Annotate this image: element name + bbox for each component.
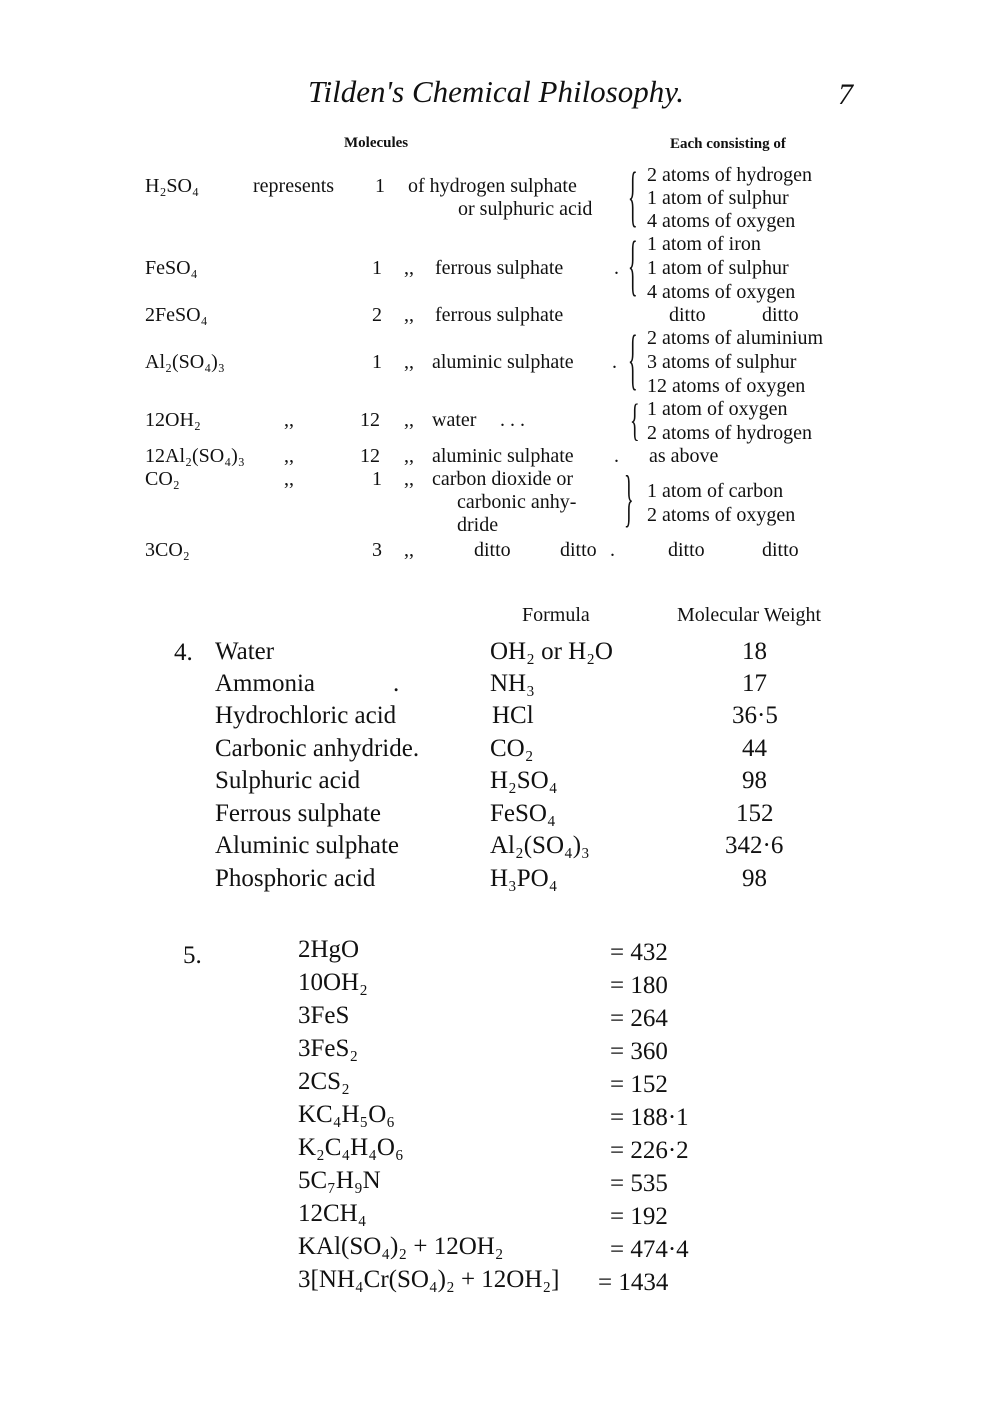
atom-part: 1 atom of sulphur [647, 257, 789, 279]
atom-part: 4 atoms of oxygen [647, 210, 796, 232]
compound-name: Ammonia [215, 670, 315, 697]
equation-value: = 188·1 [610, 1104, 689, 1131]
molecule-count: 1 [375, 175, 385, 197]
atom-part: ditto [762, 539, 799, 561]
col-formula-heading: Formula [522, 604, 590, 626]
ditto-mark: ,, [284, 468, 294, 490]
atom-part: 1 atom of oxygen [647, 398, 788, 420]
compound-formula: HCl [492, 702, 534, 729]
equation-formula: K₂C₄H₄O₆ [298, 1134, 404, 1161]
left-brace: { [628, 323, 638, 399]
compound-name: Water [215, 638, 275, 665]
molecule-count: 3 [372, 539, 382, 561]
compound-name: Carbonic anhydride. [215, 735, 420, 762]
ditto-mark: ,, [404, 539, 414, 561]
equation-formula: KC₄H₅O₆ [298, 1101, 395, 1128]
left-brace: { [628, 229, 638, 305]
compound-formula: OH₂ or H₂O [490, 638, 613, 665]
equation-value: = 432 [610, 939, 668, 966]
molecule-count: 12 [360, 409, 380, 431]
atom-part: 2 atoms of hydrogen [647, 422, 812, 444]
atom-part: 3 atoms of sulphur [647, 351, 797, 373]
molecular-weight: 98 [742, 865, 767, 892]
molecular-weight: 152 [736, 800, 774, 827]
atom-part: 12 atoms of oxygen [647, 375, 806, 397]
molecular-weight: 98 [742, 767, 767, 794]
molecule-name: ditto [560, 539, 597, 561]
compound-formula: H₂SO₄ [490, 767, 558, 794]
equation-formula: 2HgO [298, 936, 360, 963]
atom-part: 2 atoms of hydrogen [647, 164, 812, 186]
molecule-formula: 12Al₂(SO₄)₃ [145, 445, 245, 467]
atom-part: ditto [762, 304, 799, 326]
leader-dot: . [610, 539, 615, 561]
molecule-count: 12 [360, 445, 380, 467]
left-brace: { [628, 160, 638, 236]
leader-dot: . [614, 445, 619, 467]
right-brace: } [624, 464, 634, 536]
molecule-name: aluminic sulphate [432, 351, 574, 373]
equation-value: = 226·2 [610, 1137, 689, 1164]
equation-formula: 3[NH₄Cr(SO₄)₂ + 12OH₂] [298, 1266, 560, 1293]
ditto-mark: ,, [404, 468, 414, 490]
section-number: 5. [183, 942, 202, 969]
page-number: 7 [838, 78, 853, 111]
equation-formula: 10OH₂ [298, 969, 368, 996]
leader-dot: . [393, 670, 400, 697]
molecule-count: 1 [372, 351, 382, 373]
equation-formula: 5C₇H₉N [298, 1167, 381, 1194]
molecule-name: water [432, 409, 477, 431]
molecule-count: 2 [372, 304, 382, 326]
compound-name: Sulphuric acid [215, 767, 361, 794]
equation-formula: 3FeS₂ [298, 1035, 359, 1062]
atom-part: 1 atom of carbon [647, 480, 784, 502]
col-each-consisting-heading: Each consisting of [670, 136, 786, 152]
molecule-count: 1 [372, 468, 382, 490]
compound-name: Hydrochloric acid [215, 702, 397, 729]
left-brace: { [630, 395, 640, 447]
equation-value: = 264 [610, 1005, 668, 1032]
equation-formula: 3FeS [298, 1002, 350, 1029]
molecule-formula: 2FeSO₄ [145, 304, 208, 326]
col-molecules-heading: Molecules [344, 135, 409, 151]
molecule-formula: FeSO₄ [145, 257, 198, 279]
compound-formula: FeSO₄ [490, 800, 556, 827]
equation-value: = 152 [610, 1071, 668, 1098]
equation-value: = 180 [610, 972, 668, 999]
molecule-name: ferrous sulphate [435, 304, 564, 326]
molecule-formula: H₂SO₄ [145, 175, 199, 197]
equation-value: = 192 [610, 1203, 668, 1230]
ditto-mark: ,, [404, 445, 414, 467]
atom-part: as above [649, 445, 719, 467]
atom-part: ditto [669, 304, 706, 326]
compound-name: Phosphoric acid [215, 865, 376, 892]
molecular-weight: 17 [742, 670, 767, 697]
molecule-name-cont: carbonic anhy- [457, 491, 577, 513]
molecule-name-cont: dride [457, 514, 499, 536]
molecular-weight: 36·5 [732, 702, 778, 729]
atom-part: 2 atoms of aluminium [647, 327, 824, 349]
leader-dots: . . . [500, 409, 525, 431]
atom-part: 1 atom of iron [647, 233, 761, 255]
leader-dot: . [612, 351, 617, 373]
ditto-mark: ,, [284, 409, 294, 431]
molecule-count: 1 [372, 257, 382, 279]
section-number: 4. [174, 639, 193, 666]
atom-part: 4 atoms of oxygen [647, 281, 796, 303]
ditto-mark: ,, [404, 257, 414, 279]
compound-name: Aluminic sulphate [215, 832, 399, 859]
molecule-formula: 12OH₂ [145, 409, 201, 431]
molecular-weight: 18 [742, 638, 767, 665]
atom-part: 1 atom of sulphur [647, 187, 789, 209]
molecule-name: aluminic sulphate [432, 445, 574, 467]
molecular-weight: 44 [742, 735, 767, 762]
leader-dot: . [614, 257, 619, 279]
equation-formula: 12CH₄ [298, 1200, 367, 1227]
compound-name: Ferrous sulphate [215, 800, 381, 827]
atom-part: ditto [668, 539, 705, 561]
col-molecular-weight-heading: Molecular Weight [677, 604, 822, 626]
atom-part: 2 atoms of oxygen [647, 504, 796, 526]
molecule-name-alt: or sulphuric acid [458, 198, 593, 220]
molecule-name: of hydrogen sulphate [408, 175, 577, 197]
ditto-mark: ,, [404, 351, 414, 373]
molecule-formula: Al₂(SO₄)₃ [145, 351, 225, 373]
ditto-mark: ,, [404, 409, 414, 431]
equation-value: = 535 [610, 1170, 668, 1197]
page-title: Tilden's Chemical Philosophy. [308, 74, 685, 109]
represents-word: represents [253, 175, 335, 197]
compound-formula: CO₂ [490, 735, 534, 762]
ditto-mark: ,, [284, 445, 294, 467]
equation-value: = 1434 [598, 1269, 669, 1296]
molecule-name: ditto [474, 539, 511, 561]
molecule-name: carbon dioxide or [432, 468, 574, 490]
equation-value: = 360 [610, 1038, 668, 1065]
compound-formula: NH₃ [490, 670, 535, 697]
molecule-formula: 3CO₂ [145, 539, 190, 561]
molecular-weight: 342·6 [725, 832, 784, 859]
ditto-mark: ,, [404, 304, 414, 326]
equation-value: = 474·4 [610, 1236, 689, 1263]
equation-formula: 2CS₂ [298, 1068, 350, 1095]
compound-formula: H₃PO₄ [490, 865, 558, 892]
molecule-formula: CO₂ [145, 468, 180, 490]
molecule-name: ferrous sulphate [435, 257, 564, 279]
compound-formula: Al₂(SO₄)₃ [490, 832, 590, 859]
equation-formula: KAl(SO₄)₂ + 12OH₂ [298, 1233, 504, 1260]
